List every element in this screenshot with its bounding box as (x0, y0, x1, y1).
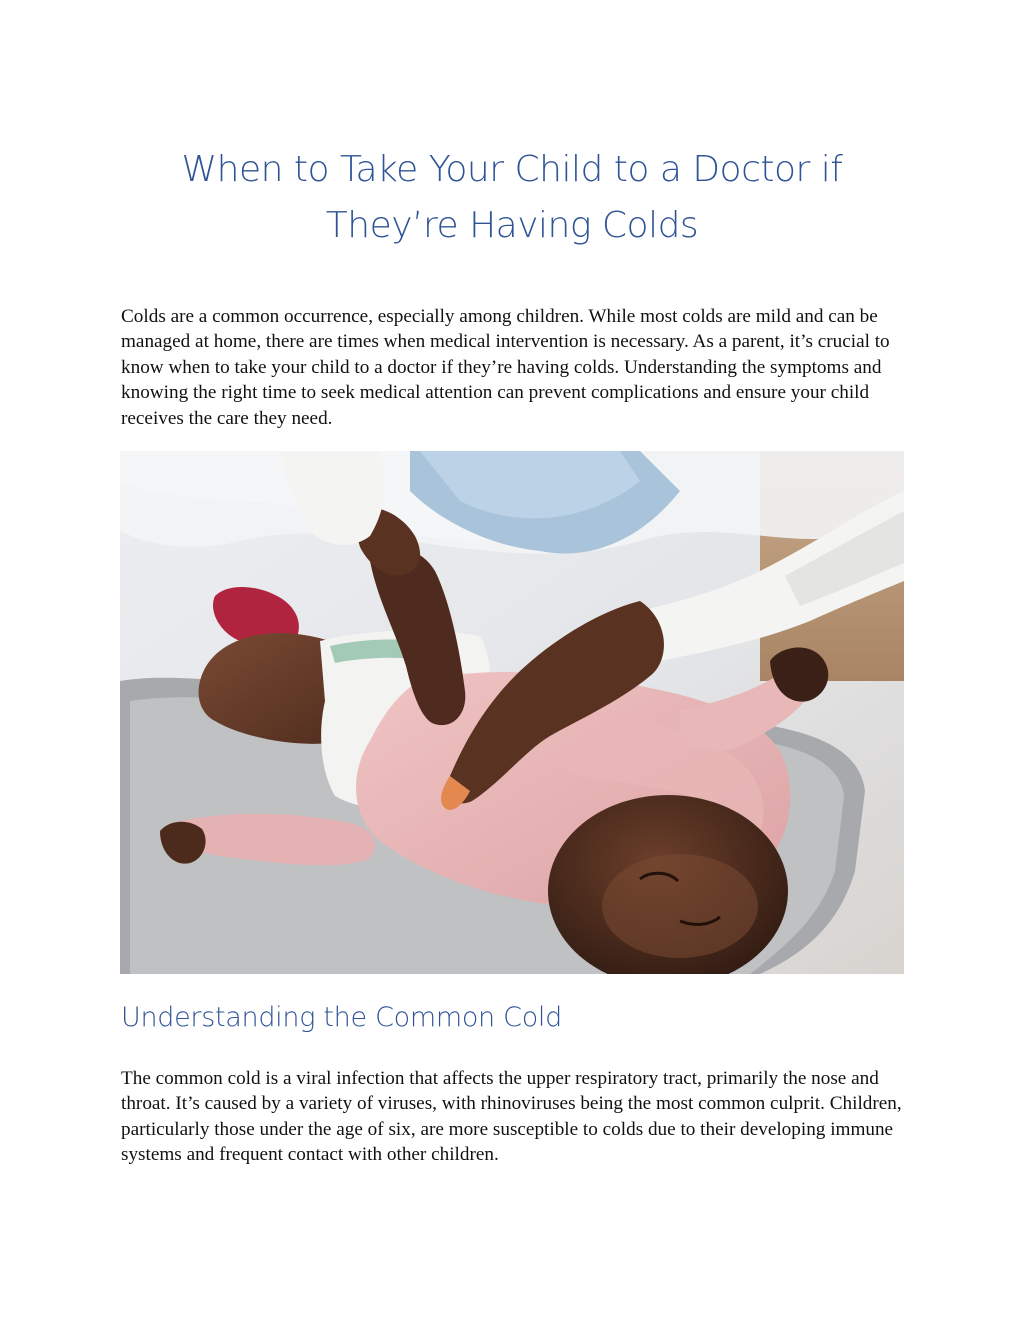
title-line-2: They’re Having Colds (325, 205, 699, 246)
baby-diaper-photo (120, 451, 904, 974)
intro-paragraph: Colds are a common occurrence, especially among children. While most colds are mild and can be managed at home, there are times when medical intervention is necessary. As a parent, it’s crucial to know when to take your child to a doctor if they’re having colds. Understanding the symptoms and knowing the right time to seek medical attention can prevent complications and ensure your child receives the care they need. (121, 306, 890, 429)
section-paragraph: The common cold is a viral infection that affects the upper respiratory tract, primarily the nose and throat. It’s caused by a variety of viruses, with rhinoviruses being the most common culprit. Children, particularly those under the age of six, are more susceptible to colds due to their developing immune systems and frequent contact with other children. (121, 1068, 902, 1166)
page-title (120, 142, 904, 254)
section-heading: Understanding the Common Cold (121, 1002, 562, 1033)
title-line-1: When to Take Your Child to a Doctor if (181, 149, 843, 190)
